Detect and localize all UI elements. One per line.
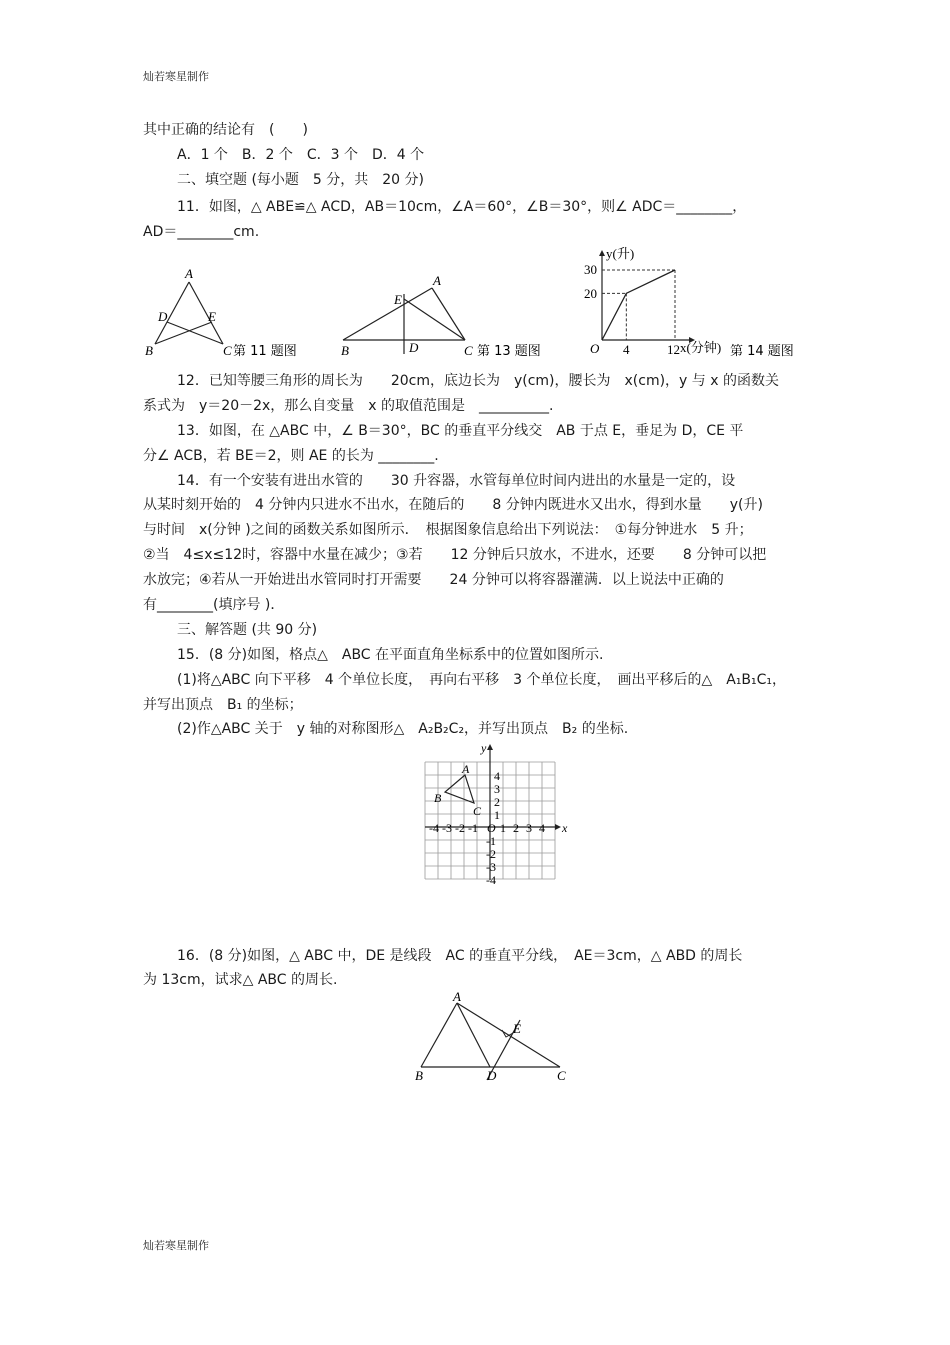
fig14-series-line xyxy=(602,270,675,340)
fig15-x-axis-label: x xyxy=(562,821,568,835)
fig13-label-b: B xyxy=(341,343,349,358)
fig13-label-a: A xyxy=(433,273,441,288)
fig15-ytick: 1 xyxy=(494,808,500,822)
fig14-y-arrow xyxy=(599,250,605,256)
q15-line-2: (1)将△ABC 向下平移 4 个单位长度， 再向右平移 3 个单位长度， 画出平移后的△ A₁B₁C₁， xyxy=(177,672,787,688)
fig15-xtick: -4 xyxy=(429,821,439,835)
q14-line-2: 从某时刻开始的 4 分钟内只进水不出水，在随后的 8 分钟内既进水又出水，得到水量 y(升) xyxy=(143,497,763,513)
fig13-caption: 第 13 题图 xyxy=(477,344,541,359)
fig16-label-d: D xyxy=(487,1068,497,1083)
fig15-triangle-abc xyxy=(445,775,474,803)
q14-line-5: 水放完；④若从一开始进出水管同时打开需要 24 分钟可以将容器灌满．以上说法中正确的 xyxy=(143,572,724,588)
fig16-label-c: C xyxy=(557,1068,566,1083)
fig15-ytick: -2 xyxy=(486,847,496,861)
fig11-label-b: B xyxy=(145,343,153,358)
fig14-ytick-20: 20 xyxy=(584,286,597,301)
fig14-origin: O xyxy=(590,341,600,356)
fig14-xtick-12: 12 xyxy=(667,342,680,357)
fig15-xtick: 4 xyxy=(539,821,545,835)
q14-line-6: 有________(填序号 )． xyxy=(143,597,285,613)
q12-line-2: 系式为 y＝20－2x，那么自变量 x 的取值范围是 __________. xyxy=(143,398,554,414)
q15-line-3: 并写出顶点 B₁ 的坐标； xyxy=(143,697,303,713)
page-footer: 灿若寒星制作 xyxy=(143,1239,209,1252)
section-3-heading: 三、解答题 (共 90 分) xyxy=(177,622,318,638)
figure-14-chart xyxy=(584,246,794,359)
fig15-xtick: 1 xyxy=(500,821,506,835)
fig15-ytick: 4 xyxy=(494,769,500,783)
fig15-xtick: -2 xyxy=(455,821,465,835)
q14-line-3: 与时间 x(分钟 )之间的函数关系如图所示． 根据图象信息给出下列说法： ①每分钟进水 5 升； xyxy=(143,522,753,538)
fig15-ytick: 3 xyxy=(494,782,500,796)
fig15-xtick: 3 xyxy=(526,821,532,835)
q15-line-4: (2)作△ABC 关于 y 轴的对称图形△ A₂B₂C₂，并写出顶点 B₂ 的坐标. xyxy=(177,721,629,737)
figure-13 xyxy=(341,273,541,359)
q13-line-1: 13．如图，在 △ABC 中，∠ B＝30°，BC 的垂直平分线交 AB 于点 E，垂足为 D，CE 平 xyxy=(177,423,744,439)
fig15-ytick: -3 xyxy=(486,860,496,874)
q12-line-1: 12．已知等腰三角形的周长为 20cm，底边长为 y(cm)，腰长为 x(cm)，y 与 x 的函数关 xyxy=(177,373,779,389)
fig13-label-e: E xyxy=(394,292,402,307)
q14-line-1: 14．有一个安装有进出水管的 30 升容器，水管每单位时间内进出的水量是一定的，设 xyxy=(177,473,736,489)
fig14-xtick-4: 4 xyxy=(623,342,630,357)
figures-row-q11-q13-q14 xyxy=(0,240,950,370)
q16-line-1: 16．(8 分)如图，△ ABC 中，DE 是线段 AC 的垂直平分线， AE＝3cm，△ ABD 的周长 xyxy=(177,948,743,964)
q10-tail: 其中正确的结论有 ( ) xyxy=(143,122,308,138)
q10-options: A．1 个 B．2 个 C．3 个 D．4 个 xyxy=(177,147,425,163)
page-header: 灿若寒星制作 xyxy=(143,70,209,83)
fig11-label-a: A xyxy=(185,266,193,281)
q14-line-4: ②当 4≤x≤12时，容器中水量在减少；③若 12 分钟后只放水，不进水，还要 8 分钟可以把 xyxy=(143,547,767,563)
fig16-label-e: E xyxy=(513,1021,521,1036)
q11-line-1: 11．如图，△ ABE≌△ ACD，AB＝10cm，∠A＝60°，∠B＝30°，则∠ ADC＝________， xyxy=(177,199,747,215)
figure-16 xyxy=(405,990,585,1085)
fig15-xtick: O xyxy=(487,821,496,835)
fig15-label-c: C xyxy=(473,804,482,818)
fig15-label-b: B xyxy=(434,791,442,805)
fig11-label-d: D xyxy=(158,309,168,324)
fig13-label-d: D xyxy=(409,340,419,355)
fig15-y-axis-label: y xyxy=(481,741,487,755)
fig14-x-axis-label: x(分钟) xyxy=(680,340,722,355)
q13-line-2: 分∠ ACB，若 BE＝2，则 AE 的长为 ________. xyxy=(143,448,439,464)
q15-line-1: 15．(8 分)如图，格点△ ABC 在平面直角坐标系中的位置如图所示. xyxy=(177,647,604,663)
fig14-ytick-30: 30 xyxy=(584,262,597,277)
fig14-y-axis-label: y(升) xyxy=(606,246,635,261)
fig15-ytick: -4 xyxy=(486,873,496,885)
fig11-caption: 第 11 题图 xyxy=(233,344,297,359)
fig11-label-c: C xyxy=(223,343,232,358)
q16-line-2: 为 13cm，试求△ ABC 的周长. xyxy=(143,972,338,988)
fig15-xtick: 2 xyxy=(513,821,519,835)
fig13-label-c: C xyxy=(464,343,473,358)
fig15-ytick: 2 xyxy=(494,795,500,809)
fig16-label-a: A xyxy=(453,990,461,1004)
figure-15-grid xyxy=(415,740,575,885)
fig15-xtick: -3 xyxy=(442,821,452,835)
fig14-caption: 第 14 题图 xyxy=(730,344,794,359)
section-2-heading: 二、填空题 (每小题 5 分，共 20 分) xyxy=(177,172,424,188)
q11-line-2: AD＝________cm. xyxy=(143,224,260,240)
fig15-label-a: A xyxy=(462,762,470,776)
fig15-xtick: -1 xyxy=(468,821,478,835)
fig11-label-e: E xyxy=(208,309,216,324)
fig15-ytick: -1 xyxy=(486,834,496,848)
fig16-label-b: B xyxy=(415,1068,423,1083)
figure-11 xyxy=(145,266,297,359)
